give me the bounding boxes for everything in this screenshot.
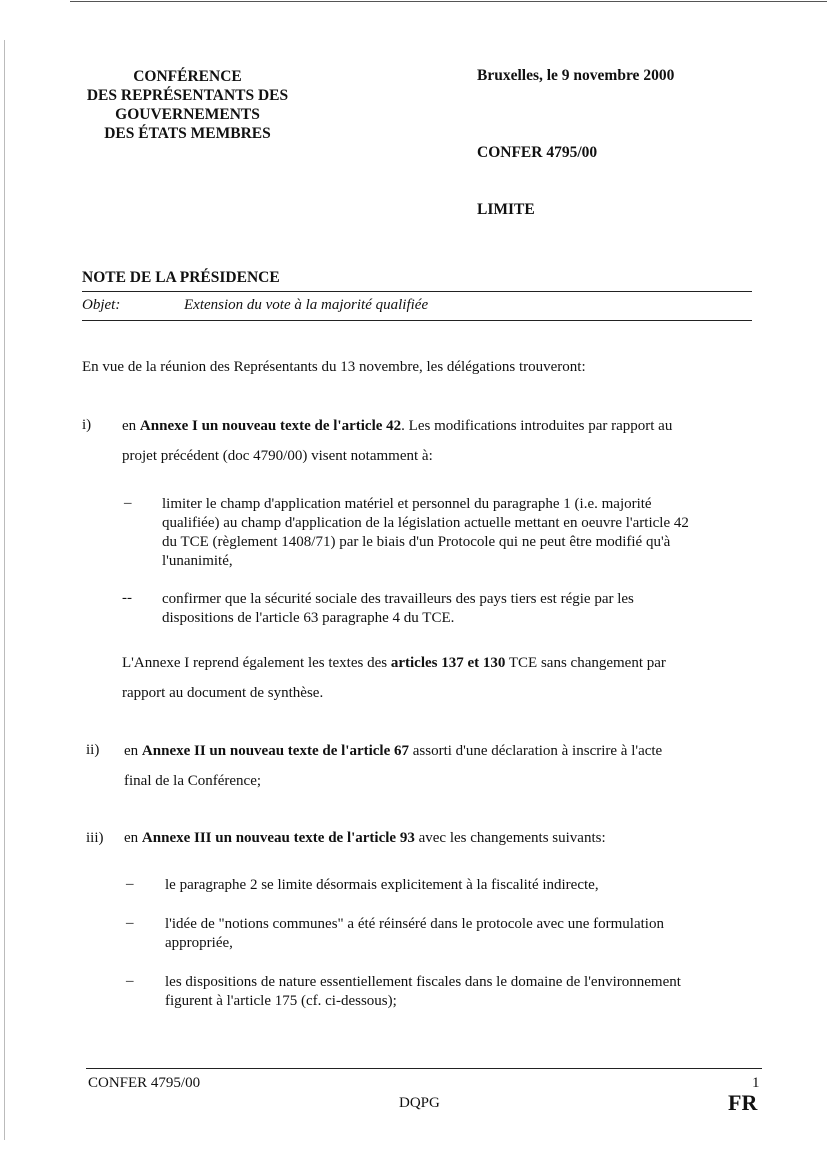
bullet-dash: -- (122, 590, 132, 606)
document-reference: CONFER 4795/00 (477, 144, 598, 161)
item-number: i) (82, 417, 92, 433)
org-line: DES ÉTATS MEMBRES (104, 125, 271, 142)
note-title: NOTE DE LA PRÉSIDENCE (82, 269, 280, 286)
scan-edge-left (4, 40, 5, 1140)
item2-paragraph: en Annexe II un nouveau texte de l'article 67 assorti d'une déclaration à inscrire à l'acte final de la Conférence; (124, 743, 663, 789)
title-rule (82, 291, 752, 292)
classification-label: LIMITE (477, 201, 535, 218)
item-number: iii) (86, 830, 104, 846)
intro-paragraph: En vue de la réunion des Représentants du 13 novembre, les délégations trouveront: (82, 359, 586, 375)
item1-bullet2: confirmer que la sécurité sociale des travailleurs des pays tiers est régie par les dispositions de l'article 63 paragraphe 4 du TCE. (162, 591, 634, 626)
item-number: ii) (86, 742, 100, 758)
item3-paragraph: en Annexe III un nouveau texte de l'article 93 avec les changements suivants: (124, 830, 606, 846)
item1-paragraph (122, 411, 762, 471)
bullet-dash: – (126, 973, 134, 989)
bullet-dash: – (126, 915, 134, 931)
item1-bullet1: limiter le champ d'application matériel et personnel du paragraphe 1 (i.e. majorité qualifiée) au champ d'application de la législation actuelle mettant en oeuvre l'article 42 du TCE (règlement 1408/71) par le biais d'un Protocole qui ne peut être modifié qu'à l'unanimité, (162, 496, 689, 569)
subject-rule (82, 320, 752, 321)
scan-edge-top (70, 1, 827, 2)
item1-line2: projet précédent (doc 4790/00) visent notamment à: (122, 448, 433, 464)
annex1-paragraph: L'Annexe I reprend également les textes des articles 137 et 130 TCE sans changement par rapport au document de synthèse. (122, 655, 666, 701)
org-line: CONFÉRENCE (133, 68, 242, 85)
bullet-dash: – (126, 876, 134, 892)
item3-bullet2: l'idée de "notions communes" a été réinséré dans le protocole avec une formulation appropriée, (165, 916, 664, 951)
org-line: GOUVERNEMENTS (115, 106, 260, 123)
language-code: FR (728, 1090, 758, 1115)
subject-text: Extension du vote à la majorité qualifiée (184, 297, 429, 313)
bullet-dash: – (124, 495, 132, 511)
org-block (60, 67, 315, 143)
document-date: Bruxelles, le 9 novembre 2000 (477, 67, 675, 84)
item3-bullet3: les dispositions de nature essentiellement fiscales dans le domaine de l'environnement figurent à l'article 175 (cf. ci-dessous); (165, 974, 681, 1009)
item1-line1: en Annexe I un nouveau texte de l'article 42. Les modifications introduites par rapport au (122, 418, 673, 434)
footer-department: DQPG (399, 1095, 440, 1111)
org-line: DES REPRÉSENTANTS DES (86, 87, 289, 104)
item3-bullet1: le paragraphe 2 se limite désormais explicitement à la fiscalité indirecte, (165, 877, 599, 893)
footer-reference: CONFER 4795/00 (88, 1075, 201, 1091)
footer-rule (86, 1068, 762, 1069)
page-number: 1 (752, 1075, 760, 1091)
subject-label: Objet: (82, 297, 121, 313)
